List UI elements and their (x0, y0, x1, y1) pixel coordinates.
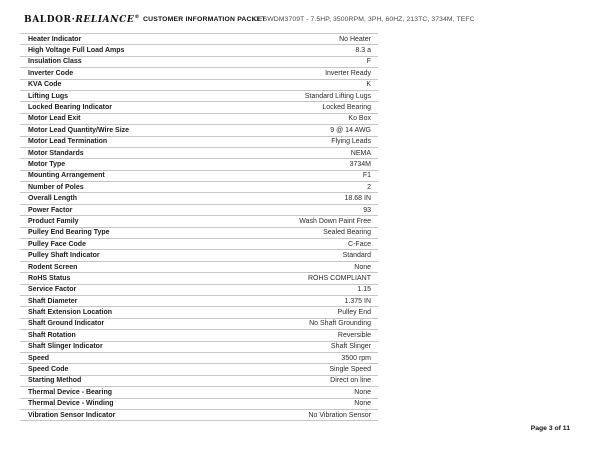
table-row (20, 182, 378, 193)
spec-value: Inverter Ready (325, 69, 371, 77)
spec-label: Thermal Device - Bearing (28, 388, 113, 396)
spec-value: Standard Lifting Lugs (304, 92, 371, 100)
table-row (20, 399, 378, 410)
spec-label: Pulley Shaft Indicator (28, 252, 100, 260)
table-row (20, 262, 378, 273)
spec-label: Shaft Diameter (28, 297, 78, 305)
table-row (20, 228, 378, 239)
table-row (20, 102, 378, 113)
table-row (20, 125, 378, 136)
table-row (20, 205, 378, 216)
spec-label: Power Factor (28, 206, 73, 214)
spec-value: 8.3 a (355, 47, 371, 55)
table-row (20, 57, 378, 68)
spec-label: Number of Poles (28, 183, 84, 191)
logo-separator: · (71, 15, 76, 25)
document-title: CUSTOMER INFORMATION PACKET (143, 16, 266, 23)
spec-label: Pulley End Bearing Type (28, 229, 110, 237)
spec-label: Shaft Ground Indicator (28, 320, 105, 328)
spec-value: C-Face (348, 240, 371, 248)
spec-value: No Vibration Sensor (308, 411, 371, 419)
spec-value: Flying Leads (331, 138, 371, 146)
baldor-reliance-logo (24, 14, 139, 25)
table-row (20, 91, 378, 102)
spec-label: Insulation Class (28, 58, 82, 66)
spec-value: Single Speed (329, 366, 371, 374)
spec-label: RoHS Status (28, 274, 71, 282)
table-row (20, 148, 378, 159)
spec-label: Inverter Code (28, 69, 74, 77)
spec-label: Motor Type (28, 161, 66, 168)
spec-value: 3500 rpm (341, 354, 371, 362)
spec-value: Shaft Slinger (330, 343, 371, 351)
table-row (20, 45, 378, 56)
table-row (20, 307, 378, 318)
spec-label: Motor Lead Exit (28, 115, 81, 123)
table-row (20, 193, 378, 204)
spec-label: KVA Code (28, 81, 62, 89)
spec-value: ROHS COMPLIANT (307, 274, 371, 282)
spec-value: None (354, 263, 371, 271)
spec-label: Starting Method (28, 377, 82, 385)
table-row (20, 353, 378, 364)
table-row (20, 250, 378, 261)
spec-value: No Shaft Grounding (309, 320, 371, 328)
spec-value: 93 (363, 206, 371, 214)
spec-value: 1.375 IN (344, 297, 371, 305)
spec-label: Overall Length (28, 195, 78, 203)
table-row (20, 216, 378, 227)
table-row (20, 410, 378, 421)
table-row (20, 80, 378, 91)
spec-value: Locked Bearing (322, 104, 371, 112)
spec-label: Shaft Slinger Indicator (28, 343, 103, 351)
spec-label: Speed (28, 354, 50, 362)
table-row (20, 330, 378, 341)
table-row (20, 114, 378, 125)
spec-label: Rodent Screen (28, 263, 78, 271)
spec-value: 1.15 (357, 286, 371, 294)
table-row (20, 171, 378, 182)
spec-value: 3734M (349, 161, 371, 168)
spec-value: 2 (367, 183, 371, 191)
table-row (20, 319, 378, 330)
table-row (20, 387, 378, 398)
spec-value: Standard (342, 252, 371, 260)
spec-value: None (354, 388, 371, 396)
spec-label: Shaft Rotation (28, 331, 76, 339)
table-row (20, 342, 378, 353)
spec-label: Shaft Extension Location (28, 309, 113, 317)
spec-label: Mounting Arrangement (28, 172, 105, 180)
page-number: Page 3 of 11 (530, 425, 570, 432)
table-row (20, 239, 378, 250)
spec-label: Motor Standards (28, 149, 84, 157)
spec-table (20, 33, 378, 421)
spec-value: F1 (362, 172, 371, 180)
spec-label: Pulley Face Code (28, 240, 86, 248)
spec-label: Heater Indicator (28, 35, 82, 43)
spec-value: 18.68 IN (344, 195, 371, 203)
spec-value: Reversible (337, 331, 371, 339)
product-description: CESWDM3709T - 7.5HP, 3500RPM, 3PH, 60HZ, 213TC, 3734M, TEFC (253, 16, 475, 23)
table-row (20, 364, 378, 375)
table-row (20, 137, 378, 148)
table-row (20, 68, 378, 79)
table-row (20, 273, 378, 284)
spec-label: Service Factor (28, 286, 77, 294)
registered-mark-icon: ® (134, 14, 140, 20)
table-row (20, 376, 378, 387)
table-row (20, 296, 378, 307)
table-row (20, 34, 378, 45)
spec-label: Lifting Lugs (28, 92, 69, 100)
spec-value: No Heater (339, 35, 371, 43)
spec-label: High Voltage Full Load Amps (28, 47, 125, 55)
spec-value: 9 @ 14 AWG (330, 126, 371, 134)
spec-value: Pulley End (337, 309, 371, 317)
spec-label: Thermal Device - Winding (28, 400, 114, 408)
spec-label: Motor Lead Quantity/Wire Size (28, 126, 130, 134)
table-row (20, 159, 378, 170)
spec-label: Speed Code (28, 366, 69, 374)
spec-value: Ko Box (348, 115, 371, 123)
spec-value: None (354, 400, 371, 408)
spec-label: Vibration Sensor Indicator (28, 411, 116, 419)
logo-brand2: RELIANCE (75, 15, 135, 25)
spec-value: NEMA (350, 149, 371, 157)
spec-value: Direct on line (330, 377, 371, 385)
spec-label: Product Family (28, 217, 79, 225)
table-row (20, 285, 378, 296)
spec-label: Motor Lead Termination (28, 138, 108, 146)
spec-value: Wash Down Paint Free (299, 217, 371, 225)
spec-label: Locked Bearing Indicator (28, 104, 113, 112)
spec-value: Sealed Bearing (323, 229, 371, 237)
spec-value: K (366, 81, 371, 89)
spec-value: F (366, 58, 371, 66)
page-header (0, 12, 600, 28)
logo-brand1: BALDOR (24, 15, 72, 25)
